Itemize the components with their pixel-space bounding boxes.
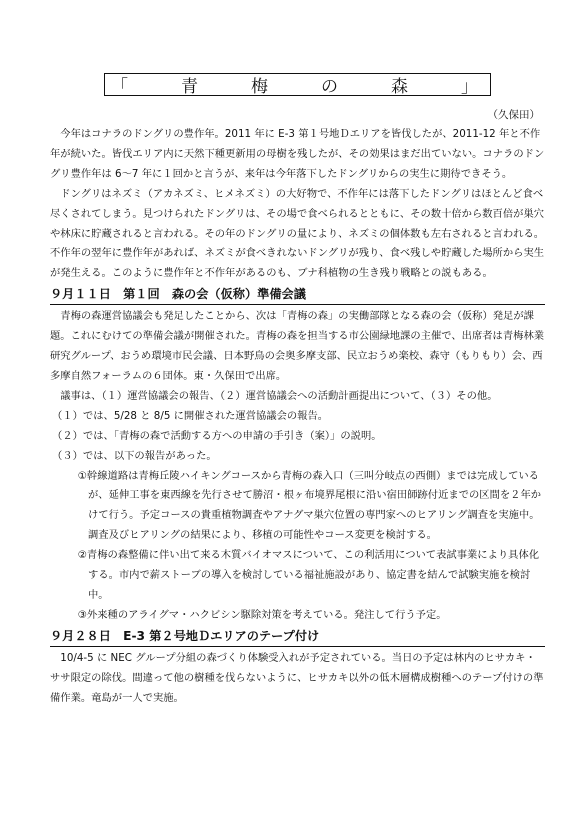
- report-subitem: ③外来種のアライグマ・ハクビシン駆除対策を考えている。発注して行う予定。: [77, 608, 447, 621]
- document-body: [50, 125, 545, 708]
- report-subitem: ①幹線道路は青梅丘陵ハイキングコースから青梅の森入口（三叫分岐点の西側）までは完成しているが、延伸工事を東西線を先行させて勝沼・根ヶ布境界尾根に沿い宿田師跡付近までの区間を２年かけて行う。予定コースの貴重植物調査やアナグマ巣穴位置の専門家へのヒアリング調査を実施中。調査及びヒアリングの結果により、移植の可能性やコース変更を検討する。: [77, 469, 542, 542]
- page-title: [104, 73, 491, 96]
- agenda-item: （１）では、5/28 と 8/5 に開催された運営協議会の報告。: [52, 409, 329, 422]
- title-char: 梅: [251, 77, 268, 97]
- section-paragraph: 青梅の森運営協議会も発足したことから、次は「青梅の森」の実働部隊となる森の会（仮称）発足が課題。これにむけての準備会議が開催された。青梅の森を担当する市公園緑地課の主催で、出席者は青梅林業研究グループ、おうめ環境市民会議、日本野鳥の会奥多摩支部、民立おうめ楽校、森守（もりもり）会、西多摩自然フォーラムの６団体。東・久保田で出席。: [50, 310, 545, 382]
- title-char: の: [321, 77, 338, 97]
- section-heading: ９月１１日 第１回 森の会（仮称）準備会議: [50, 285, 545, 305]
- intro-paragraph: 今年はコナラのドングリの豊作年。2011 年に E-3 第１号地Ｄエリアを皆伐したが、2011-12 年と不作年が続いた。皆伐エリア内に天然下種更新用の母樹を残したが、その効果はまだ出ていない。コナラのドングリ豊作年は 6～7 年に１回かと言うが、来年は今年落下したドングリからの実生に期待できそう。: [50, 128, 545, 180]
- intro-paragraph: ドングリはネズミ（アカネズミ、ヒメネズミ）の大好物で、不作年には落下したドングリはほとんど食べ尽くされてしまう。見つけられたドングリは、その場で食べられるとともに、その数十倍から数百倍が巣穴や林床に貯蔵されると言われる。その年のドングリの量により、ネズミの個体数も左右されると言われる。不作年の翌年に豊作年があれば、ネズミが食べきれないドングリが残り、食べ残しや貯蔵した場所から実生が発生える。このように豊作年と不作年があるのも、ブナ科植物の生き残り戦略との説もある。: [50, 187, 545, 280]
- title-char: 森: [391, 77, 408, 97]
- title-char: 青: [181, 77, 198, 97]
- report-subitem: ②青梅の森整備に伴い出て来る木質バイオマスについて、この利活用について表試事業により具体化する。市内で薪ストーブの導入を検討している福祉施設があり、協定書を結んで試験実施を検討中。: [77, 549, 540, 601]
- agenda-item: （２）では、「青梅の森で活動する方への申請の手引き（案）」の説明。: [52, 429, 382, 442]
- section-paragraph: 議事は、（１）運営協議会の報告、（２）運営協議会への活動計画提出について、（３）その他。: [60, 389, 498, 402]
- title-close-bracket: 」: [461, 77, 478, 97]
- title-open-bracket: 「: [111, 77, 128, 97]
- author-name: （久保田）: [487, 109, 540, 121]
- section-heading: ９月２８日 E-3 第２号地Ｄエリアのテープ付け: [50, 627, 545, 647]
- agenda-item: （３）では、以下の報告があった。: [52, 449, 217, 462]
- section-paragraph: 10/4-5 に NEC グループ分組の森づくり体験受入れが予定されている。当日の予定は林内のヒサカキ・ササ限定の除伐。間違って他の樹種を伐らないように、ヒサカキ以外の低木層構成樹種へのテープ付けの準備作業。竜島が一人で実施。: [50, 651, 544, 704]
